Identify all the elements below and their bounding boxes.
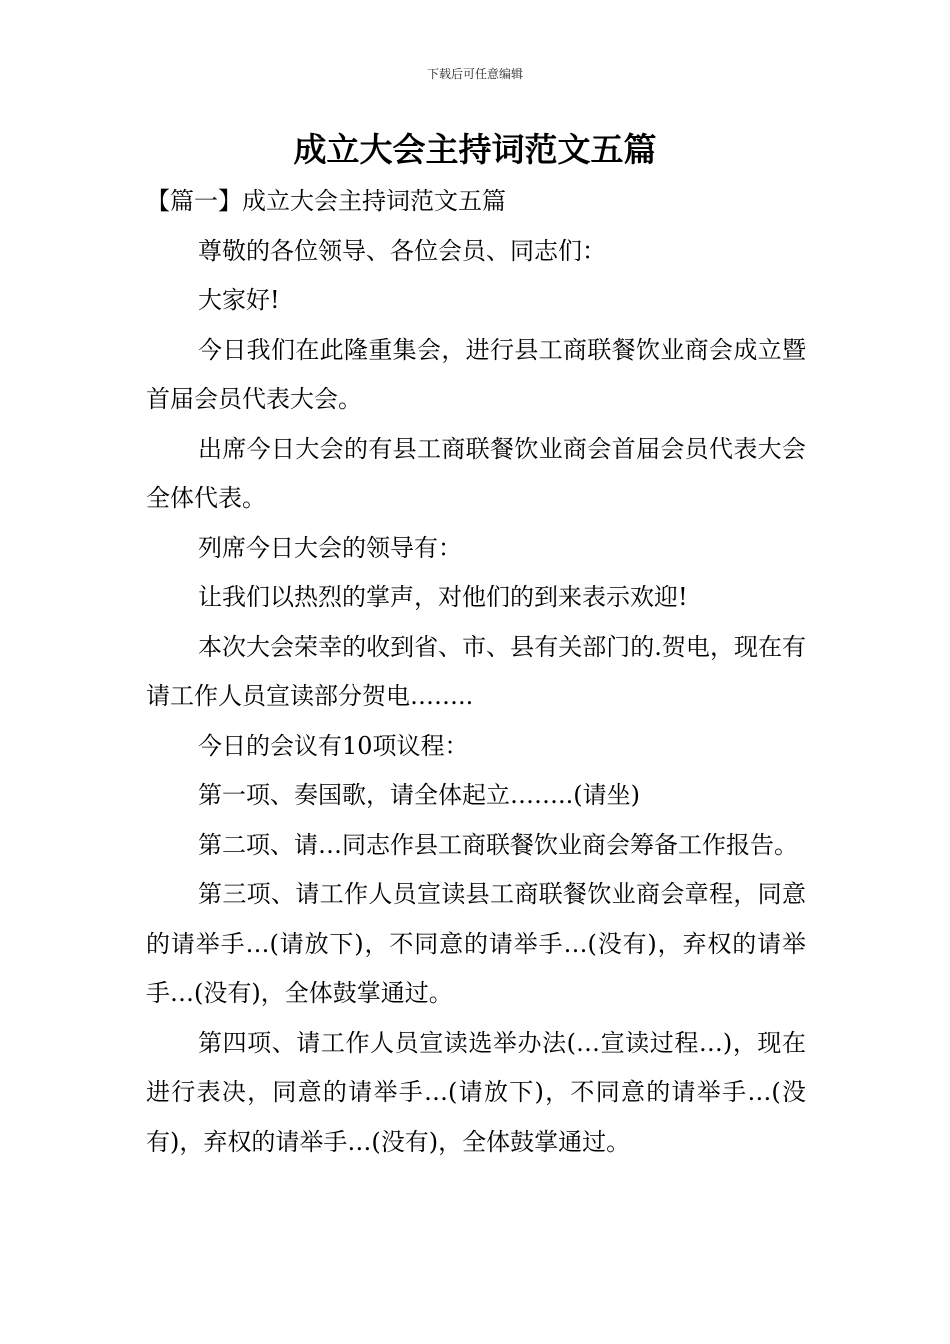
paragraph-greeting: 尊敬的各位领导、各位会员、同志们： (198, 236, 606, 265)
paragraph-agenda-item-3: 第三项、请工作人员宣读县工商联餐饮业商会章程，同意的请举手…(请放下)，不同意的请举手…(没有)，弃权的请举手…(没有)，全体鼓掌通过。 (146, 880, 806, 1007)
paragraph-hello: 大家好! (198, 286, 280, 314)
paragraph-congratulations: 本次大会荣幸的收到省、市、县有关部门的.贺电，现在有请工作人员宣读部分贺电…….. (146, 632, 806, 710)
paragraph-agenda-item-2: 第二项、请…同志作县工商联餐饮业商会筹备工作报告。 (198, 830, 798, 859)
section-heading: 【篇一】成立大会主持词范文五篇 (146, 187, 506, 215)
paragraph-agenda-item-1: 第一项、奏国歌，请全体起立……..(请坐) (198, 781, 640, 809)
paragraph-agenda-item-4: 第四项、请工作人员宣读选举办法(…宣读过程…)，现在进行表决，同意的请举手…(请放下)，不同意的请举手…(没有)，弃权的请举手…(没有)，全体鼓掌通过。 (146, 1028, 806, 1156)
paragraph-guests: 列席今日大会的领导有： (198, 533, 462, 562)
document-body (146, 177, 806, 1167)
document-title: 成立大会主持词范文五篇 (293, 130, 657, 169)
paragraph-agenda-intro: 今日的会议有10项议程： (198, 731, 469, 760)
header-note: 下载后可任意编辑 (426, 67, 523, 81)
paragraph-attendees: 出席今日大会的有县工商联餐饮业商会首届会员代表大会全体代表。 (146, 434, 806, 512)
paragraph-welcome: 让我们以热烈的掌声，对他们的到来表示欢迎! (198, 583, 688, 611)
paragraph-opening: 今日我们在此隆重集会，进行县工商联餐饮业商会成立暨首届会员代表大会。 (146, 335, 806, 413)
